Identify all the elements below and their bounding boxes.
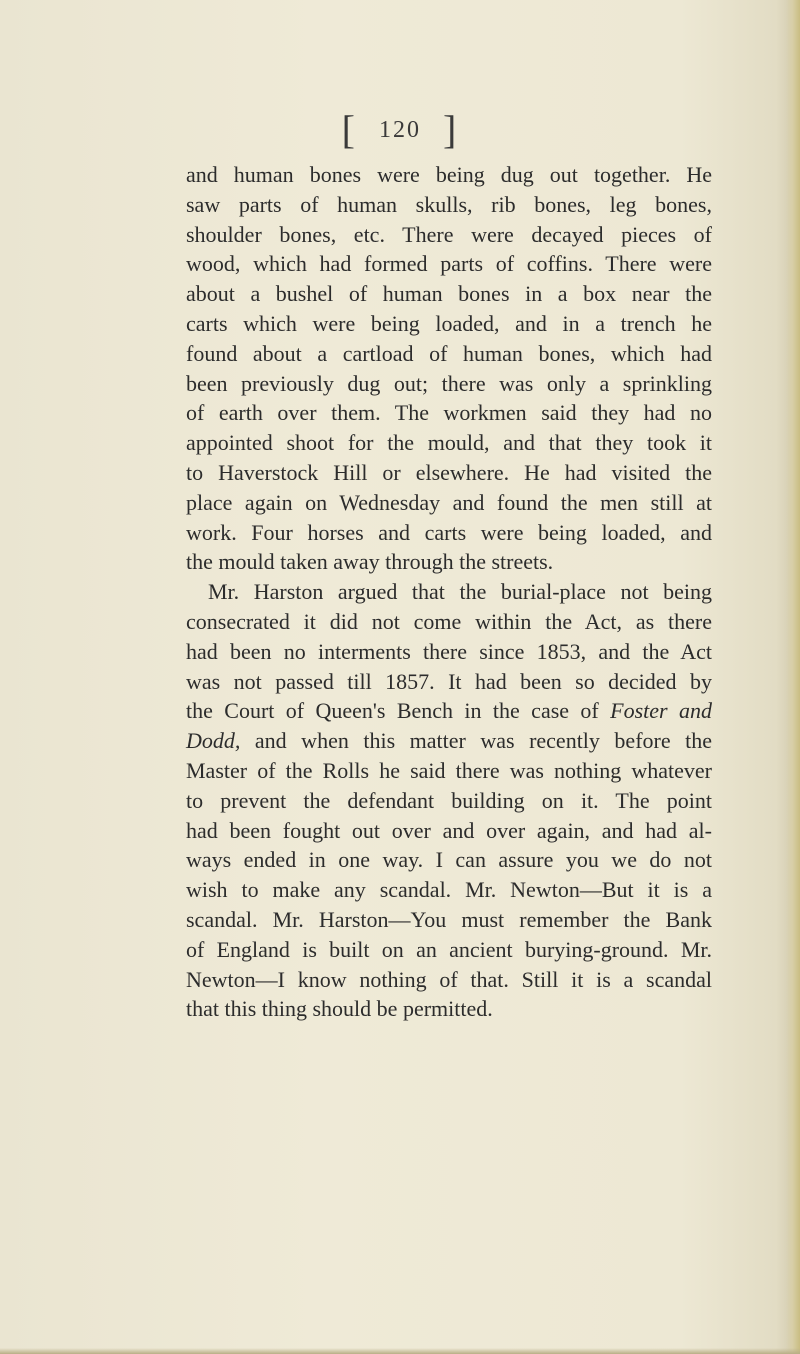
text-line: Newton—I know nothing of that. Still it is a scandal bbox=[186, 966, 712, 992]
text-line: place again on Wednesday and found the men still at bbox=[186, 489, 712, 515]
paragraph-1 bbox=[186, 160, 712, 577]
body-text bbox=[186, 160, 712, 1024]
text-line: was not passed till 1857. It had been so decided by bbox=[186, 668, 712, 694]
text-line: about a bushel of human bones in a box near the bbox=[186, 281, 712, 307]
text-line: wood, which had formed parts of coffins. There were bbox=[186, 251, 712, 277]
text-line: saw parts of human skulls, rib bones, leg bones, bbox=[186, 191, 712, 217]
text-line: the mould taken away through the streets. bbox=[186, 549, 554, 575]
text-line: Mr. Harston argued that the burial-place not being bbox=[208, 579, 712, 605]
text-line: work. Four horses and carts were being loaded, and bbox=[186, 519, 712, 545]
page-edge-shadow bbox=[786, 0, 800, 1354]
text-line: shoulder bones, etc. There were decayed pieces of bbox=[186, 221, 712, 247]
text-line: scandal. Mr. Harston—You must remember the Bank bbox=[186, 906, 712, 932]
text-line: had been fought out over and over again, and had al- bbox=[186, 817, 712, 843]
paragraph-2 bbox=[186, 577, 712, 1024]
text-line: ways ended in one way. I can assure you we do not bbox=[186, 847, 712, 873]
text-line: found about a cartload of human bones, which had bbox=[186, 340, 712, 366]
text-line: carts which were being loaded, and in a trench he bbox=[186, 310, 712, 336]
text-line: of earth over them. The workmen said they had no bbox=[186, 400, 712, 426]
text-line: of England is built on an ancient burying-ground. Mr. bbox=[186, 936, 712, 962]
page-bottom-shadow bbox=[0, 1348, 800, 1354]
text-line bbox=[186, 726, 712, 756]
text-line: had been no interments there since 1853, and the Act bbox=[186, 638, 712, 664]
open-bracket: [ bbox=[341, 107, 357, 152]
text-line bbox=[186, 696, 712, 726]
text-line: been previously dug out; there was only a sprinkling bbox=[186, 370, 712, 396]
case-name-italic: Foster and bbox=[610, 698, 712, 724]
text-line: and human bones were being dug out together. He bbox=[186, 162, 712, 187]
text-fragment: and when this matter was recently before the bbox=[240, 728, 712, 754]
close-bracket: ] bbox=[443, 107, 459, 152]
text-line: wish to make any scandal. Mr. Newton—But it is a bbox=[186, 877, 712, 903]
text-line: consecrated it did not come within the Act, as there bbox=[186, 608, 712, 634]
case-name-italic: Dodd, bbox=[186, 728, 241, 754]
text-line: appointed shoot for the mould, and that they took it bbox=[186, 430, 712, 456]
text-fragment: the Court of Queen's Bench in the case of bbox=[186, 698, 611, 724]
page-number-header bbox=[0, 100, 800, 152]
text-line: that this thing should be permitted. bbox=[186, 996, 493, 1022]
page-number: 120 bbox=[379, 117, 421, 143]
text-line: Master of the Rolls he said there was nothing whatever bbox=[186, 757, 712, 783]
text-line: to Haverstock Hill or elsewhere. He had visited the bbox=[186, 459, 712, 485]
text-line: to prevent the defendant building on it. The point bbox=[186, 787, 712, 813]
